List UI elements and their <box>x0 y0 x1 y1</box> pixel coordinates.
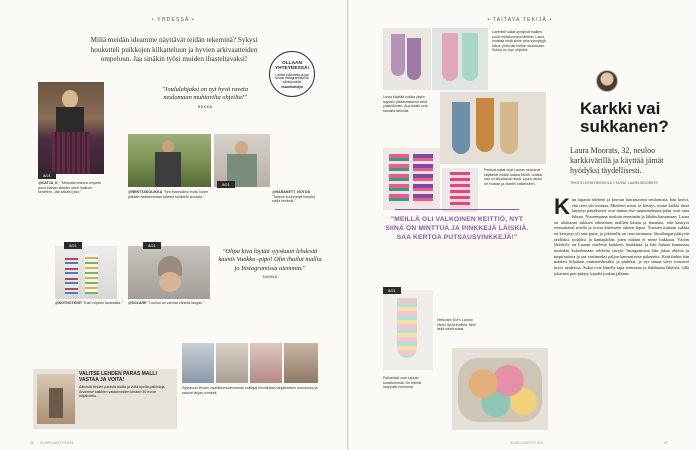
caption-text: "Tuohon on varmat vähintä langan." <box>147 301 205 305</box>
drop-cap: K <box>554 194 570 219</box>
article-body <box>554 194 689 276</box>
photo-indoor-sweater <box>214 134 270 187</box>
photo-caption <box>128 190 216 199</box>
issue-badge: 8/21 <box>64 242 82 249</box>
photo-striped-socks <box>55 246 117 299</box>
pullquote-rule-top <box>395 209 519 210</box>
caption-lavender-socks: Laventeli sukat syntyivät mallien puuvi millelluomina lähtisin. Laura muistaa etsiä sinne aina synnyilyjä lukua, jolla hän kolme neulomaan. Sukka on Jopi ohjeista. <box>492 30 546 53</box>
stamp-hashtag: #suurikasityö <box>281 85 303 90</box>
photo-caption <box>128 301 218 306</box>
article-body-text: un tapasin mieheni ja kerroin harrastavani neulomista, hän kertoi, että teen siis montaa. Mieleeni nousi se käsitys, mutta kaikki tässä käytetyt paitakuviot ovat minun itse suunnittelemia jotka ovat oma lukuni. Nuorempana neuloin enemmän ja lähdin katsomaan. Laura on aloittanut sukkien tekemisen mallien kautta ja huomasi, että käsityöt rentouttavat mieltä ja toivat kiireiseen arkeen lepoa. Vuosien mittaan sukkia on kertynyt yli sata paria, ja jokaisella on oma tarinansa. Jämälangat päätyvät raidoiksi, pohjiksi ja kantapäihin, joten mitään ei mene hukkaan. Värien yhdistely on Lauran mielestä kaikkein hauskinta, ja hän haluaa kannustaa muitakin kokeilemaan rohkeita sävyjä. Instagramissa hän jakaa ohjeita ja inspiraatiota ja saa vastineeksi paljon kannustavaa palautetta. Keittiönkin hän maalasi hiljattain mintunvihreäksi ja pinkiksi, ja nyt samat sävyt toistuvat myös neuleissa. Sukat ovat hänelle tapa rentoutua ja ilahduttaa läheisiä, sillä jokainen pari päätyy lopulta jonkun jalkaan. <box>554 197 689 276</box>
author-portrait <box>596 70 618 92</box>
section-header: • YHDESSÄ • <box>151 17 196 23</box>
caption-text: "Sen ihannollesi mullu kuten pitkään aloittelemaan talviset tosiliekki kuvasta." <box>128 190 209 199</box>
instagram-handle: @NOTNOTKNIT <box>55 301 83 305</box>
winners-caption: Syyskuun lehden osallistumisarvonnan voittajat ilmoitetaan lahjakorttien muodossa ja saavat lahjan nimissä. <box>182 386 318 395</box>
vote-title: VALITSE LEHDEN PARAS MALLI VASTAA JA VOITA! <box>79 371 157 383</box>
caption-text: "Taiteus suurimmat henkkä siellä keränät." <box>272 194 316 204</box>
caption-cable-socks: Laura käyttää sukkia yksiin lapaisin jokailumaisesti sekä pinkkilööden. Aus kaikki ovat samalla tarhoilla. <box>383 95 428 113</box>
issue-badge: 8/21 <box>143 242 161 249</box>
instagram-handle: @HARAKETT_NOTOS <box>272 190 310 194</box>
article-deck: Laura Moorats, 32, neuloo karkkivärillä ja käyttää jämät hyödyksi täydellisesti. <box>570 146 664 175</box>
photo-cable-socks <box>440 92 546 164</box>
pull-quote: "MEILLÄ OLI VALKOINEN KEITTIÖ, NYT SIINÄ ON MINTTUA JA PINKKEJÄ LÄISKIÄ. SAA KERTOA PUTSAUSVINKKEJÄ!" <box>385 216 529 242</box>
caption-ball-socks: Pallosukat ovat Lauran suosituimmat. Ne tekivät harppalle neulomat. <box>383 376 422 390</box>
photo-caption <box>55 301 125 306</box>
photo-reader-knit-1 <box>182 343 214 383</box>
footer-magazine-name: SUURI KÄSITYÖ 8/21 <box>40 441 74 445</box>
quote-text: "Olipa kiva löytää syyskuun lehdestä kaunis Vuokko -pipo! Olin ihailut mallia jo Instagramissa aiemmin." <box>218 248 322 272</box>
photo-reader-knit-3 <box>250 343 282 383</box>
photo-pastel-sock <box>383 290 433 370</box>
photo-lavender-socks <box>383 28 431 90</box>
caption-text: "Mekosta ahkera ompelin jaunt ihanan siettam ohse ihailuun kehetem. Jäin takaisi piso." <box>38 181 102 195</box>
photo-sock-pile <box>452 348 548 430</box>
article-headline: Karkki vai sukkanen? <box>580 99 669 136</box>
issue-badge: 8/21 <box>383 287 401 294</box>
lead-text: Millä meidän ideamme näyttävät teidän tekeminä? Sykysi houkutteli puikkojen kilkatteluun ja hyvien arkivaatteiden ompeluun. Jaa sinäkin työsi muiden ihasteltavaksi! <box>90 36 258 64</box>
stamp-title: OLLAAN YHTEYDESSÄ! <box>274 61 310 72</box>
instagram-handle: @KATJA_K_ <box>38 181 60 185</box>
magazine-cover-thumbnail[interactable] <box>37 374 75 424</box>
instagram-handle: @SOLARE <box>128 301 147 305</box>
issue-badge: 8/21 <box>38 172 56 179</box>
photo-outdoor-sweater <box>128 134 211 187</box>
photo-reader-knit-2 <box>216 343 248 383</box>
quote-signature: SANNA <box>262 274 278 279</box>
photo-reader-knit-4 <box>284 343 318 383</box>
reader-quote-1 <box>150 86 260 109</box>
instagram-handle: @RENTTAKOLIKKA <box>128 190 163 194</box>
article-byline: TEKSTI LEENI HEINSOLA // KUVAT LAURA MOORATS <box>570 181 658 185</box>
photo-knit-skirt <box>38 82 104 174</box>
quote-text: "Joululahjaksi on nyt hyvä ruveta neulomaan muhtavilta ohjeilta!" <box>161 86 249 102</box>
photo-striped-pink-socks <box>383 148 440 210</box>
photo-mint-socks <box>432 28 488 90</box>
quote-signature: RIIKKA <box>197 104 213 109</box>
photo-caption <box>38 181 106 195</box>
page-number: 66 <box>30 441 34 445</box>
page-number: 67 <box>664 441 668 445</box>
reader-quote-2 <box>218 248 322 280</box>
stamp-text: Lähetä palautetta ja jaa kuvasi instagramissa tai sähköpostilla <box>275 72 309 85</box>
photo-beanie <box>128 246 210 299</box>
left-page <box>0 0 347 450</box>
caption-text: "Ihan nöptavi lautovalla." <box>83 301 123 305</box>
photo-caption <box>272 190 318 204</box>
caption-pastel-socks: Hellovarn Sivi's Lauran sivesi hyviä kudella. Nimi lisää nämä sukat. <box>437 318 476 332</box>
contact-stamp <box>269 51 315 97</box>
footer-magazine-name: SUURI KÄSITYÖ 8/21 <box>510 441 544 445</box>
vote-text: Äänestä lehden parasta mallia ja voita upeita palkintoja. Arvomme kaikkien vastanneiden kesken 50 euron lahjakorttia. <box>79 385 166 399</box>
photo-pink-socks-detail <box>442 168 478 212</box>
issue-badge: 8/21 <box>217 181 235 188</box>
caption-pink-socks: Pantuat sukat ovat Lauran neulomat käyttävät mukisi luokka kivillä. Lisäksi hän on kirjoittanut nissä. Laura neuloi ne mustan ja violetin naisekseen. <box>484 168 543 186</box>
section-header: • TAITAVA TEKIJÄ • <box>487 17 553 23</box>
vote-and-win-box <box>33 369 177 429</box>
